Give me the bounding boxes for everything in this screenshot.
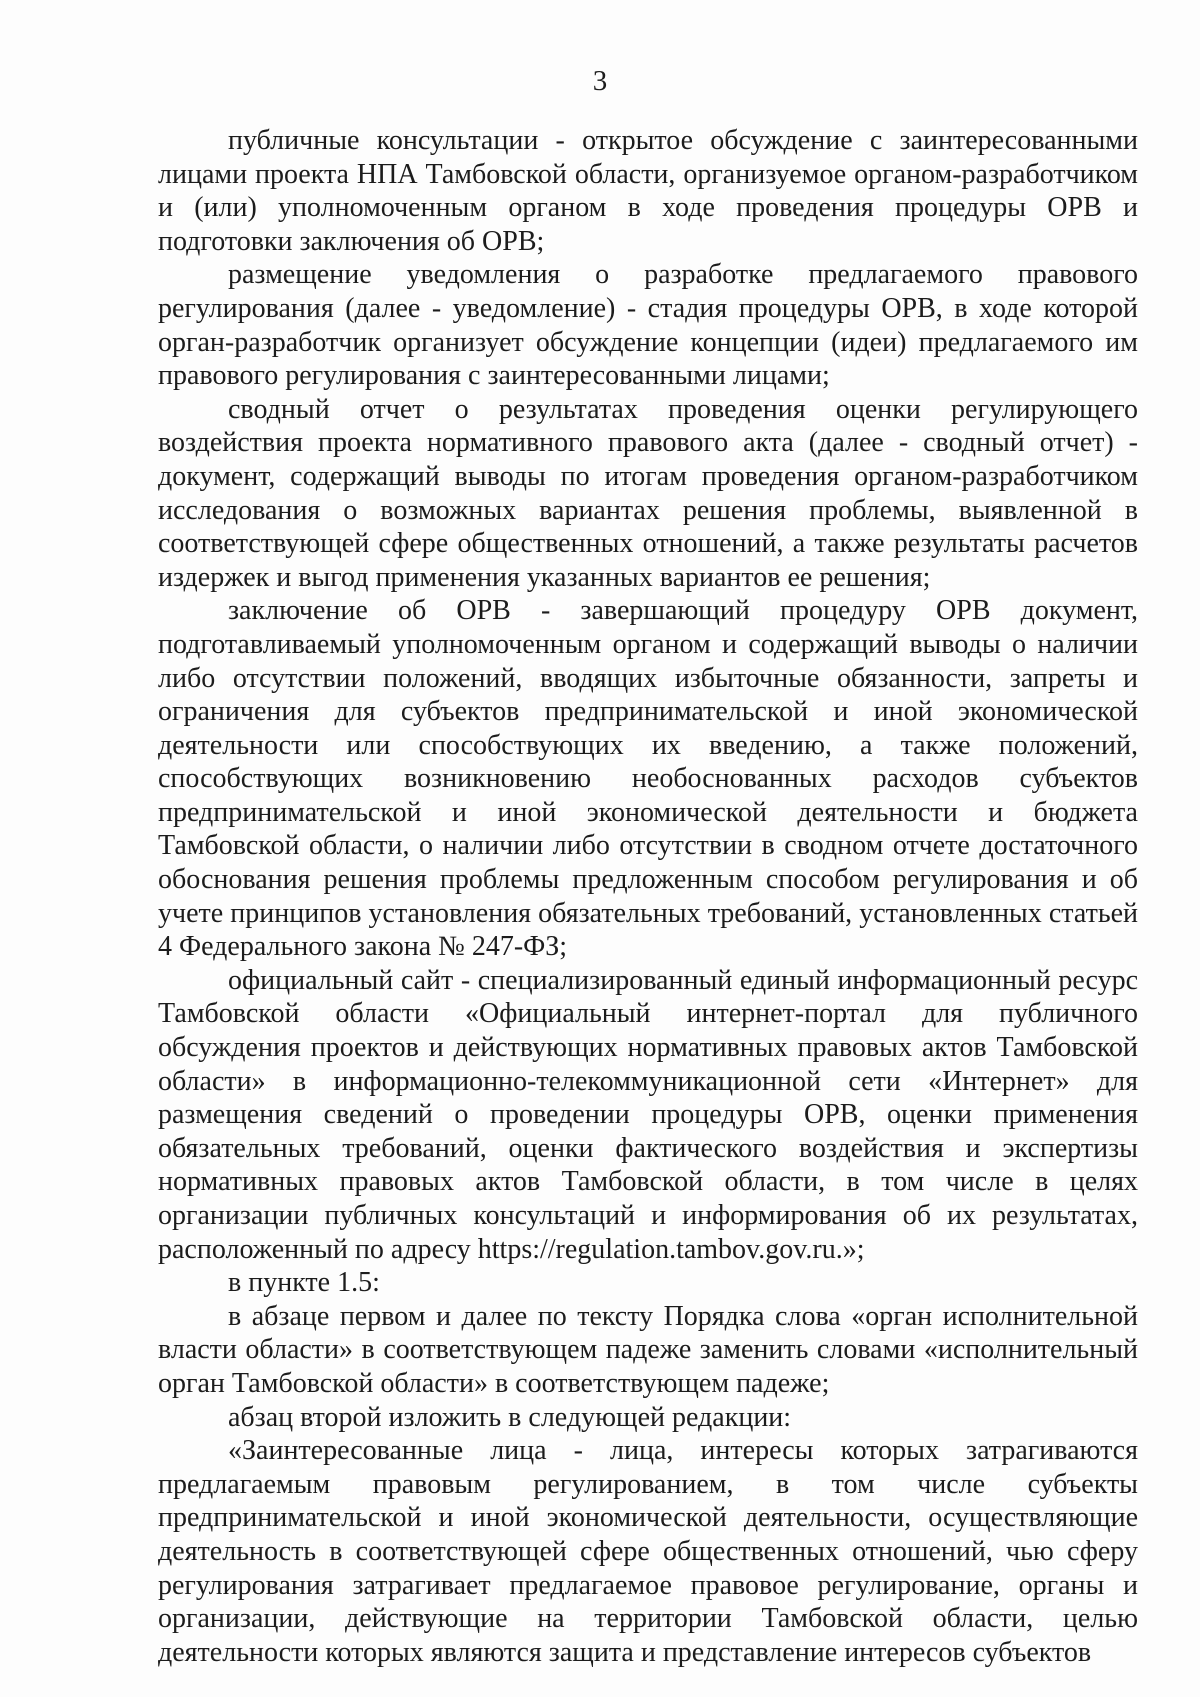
paragraph-replace-words: в абзаце первом и далее по тексту Порядка слова «орган исполнительной власти области» в соответствующем падеже заменить словами «исполнительный орган Тамбовской области» в соответствующем падеже; (158, 1300, 1138, 1399)
document-body (158, 124, 1138, 1669)
paragraph-notification: размещение уведомления о разработке предлагаемого правового регулирования (далее - уведомление) - стадия процедуры ОРВ, в ходе которой орган-разработчик организует обсуждение концепции (идеи) предлагаемого им правового регулирования с заинтересованными лицами; (158, 259, 1138, 392)
paragraph-second-abstract: абзац второй изложить в следующей редакции: (228, 1401, 792, 1433)
paragraph-interested-persons: «Заинтересованные лица - лица, интересы которых затрагиваются предлагаемым правовым регулированием, в том числе субъекты предпринимательской и иной экономической деятельности, осуществляющие деятельность в соответствующей сфере общественных отношений, чью сферу регулирования затрагивает предлагаемое правовое регулирование, органы и организации, действующие на территории Тамбовской области, целью деятельности которых являются защита и представление интересов субъектов (158, 1435, 1138, 1668)
paragraph-item-1-5: в пункте 1.5: (228, 1267, 380, 1299)
paragraph-public-consultations: публичные консультации - открытое обсуждение с заинтересованными лицами проекта НПА Тамбовской области, организуемое органом-разработчиком и (или) уполномоченным органом в ходе проведения процедуры ОРВ и подготовки заключения об ОРВ; (158, 125, 1138, 257)
paragraph-orv-conclusion: заключение об ОРВ - завершающий процедуру ОРВ документ, подготавливаемый уполномоченным органом и содержащий выводы о наличии либо отсутствии положений, вводящих избыточные обязанности, запреты и ограничения для субъектов предпринимательской и иной экономической деятельности или способствующих их введению, а также положений, способствующих возникновению необоснованных расходов субъектов предпринимательской и иной экономической деятельности и бюджета Тамбовской области, о наличии либо отсутствии в сводном отчете достаточного обоснования решения проблемы предложенным способом регулирования и об учете принципов установления обязательных требований, установленных статьей 4 Федерального закона № 247-ФЗ; (158, 595, 1138, 963)
page-number: 3 (592, 65, 608, 97)
paragraph-summary-report: сводный отчет о результатах проведения оценки регулирующего воздействия проекта нормативного правового акта (далее - сводный отчет) - документ, содержащий выводы по итогам проведения органом-разработчиком исследования о возможных вариантах решения проблемы, выявленной в соответствующей сфере общественных отношений, а также результаты расчетов издержек и выгод применения указанных вариантов ее решения; (158, 393, 1138, 593)
paragraph-official-site: официальный сайт - специализированный единый информационный ресурс Тамбовской области «Официальный интернет-портал для публичного обсуждения проектов и действующих нормативных правовых актов Тамбовской области» в информационно-телекоммуникационной сети «Интернет» для размещения сведений о проведении процедуры ОРВ, оценки применения обязательных требований, оценки фактического воздействия и экспертизы нормативных правовых актов Тамбовской области, в том числе в целях организации публичных консультаций и информирования об их результатах, расположенный по адресу https://regulation.tambov.gov.ru.»; (158, 964, 1138, 1265)
